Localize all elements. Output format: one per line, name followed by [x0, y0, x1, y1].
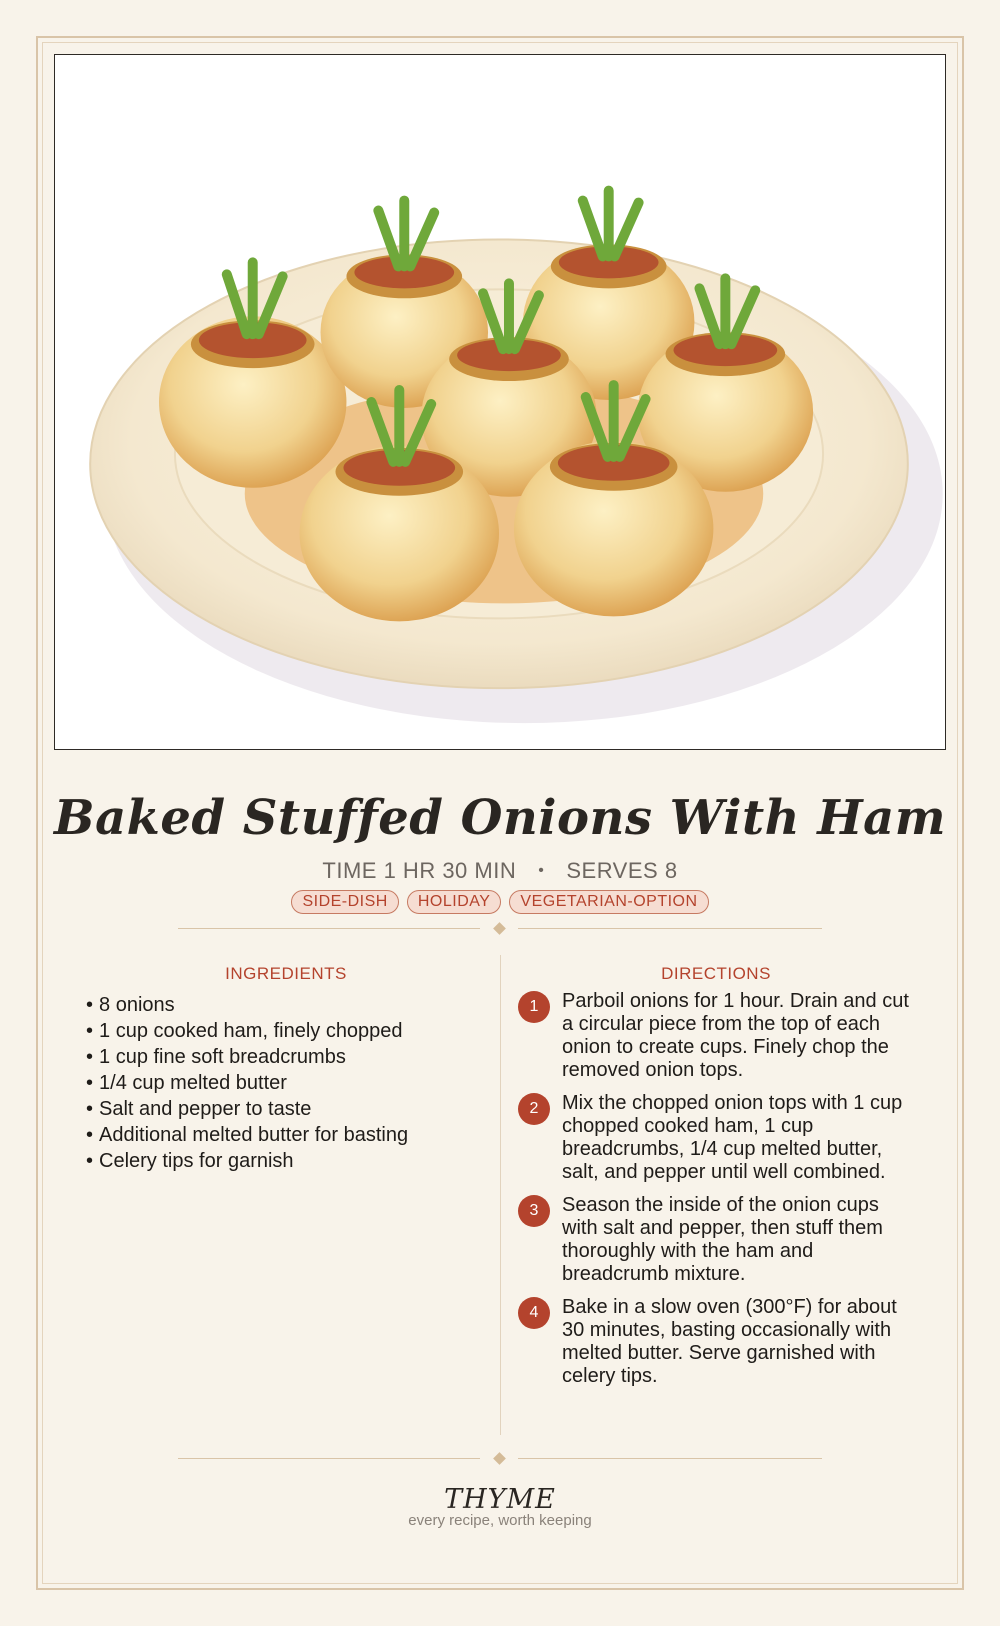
- tag-list: [0, 890, 1000, 914]
- column-divider: [500, 955, 501, 1435]
- step-number-badge: 2: [518, 1093, 550, 1125]
- direction-list: [518, 990, 918, 1398]
- step-number-badge: 3: [518, 1195, 550, 1227]
- ingredient-item: • Celery tips for garnish: [86, 1148, 486, 1174]
- ingredients-heading: INGREDIENTS: [225, 964, 347, 983]
- direction-step: [518, 1296, 918, 1388]
- brand-name: THYME: [444, 1484, 556, 1515]
- directions-heading: DIRECTIONS: [661, 964, 771, 983]
- direction-step: [518, 990, 918, 1082]
- recipe-title: Baked Stuffed Onions With Ham: [54, 790, 946, 846]
- ingredient-list: [86, 992, 486, 1174]
- direction-step: [518, 1194, 918, 1286]
- recipe-meta: [0, 858, 1000, 884]
- divider-top-right: [518, 928, 822, 929]
- divider-bottom-left: [178, 1458, 480, 1459]
- divider-top-left: [178, 928, 480, 929]
- ingredient-item: • Additional melted butter for basting: [86, 1122, 486, 1148]
- servings: SERVES 8: [566, 858, 678, 883]
- ingredient-item: • 8 onions: [86, 992, 486, 1018]
- step-text: Season the inside of the onion cups with salt and pepper, then stuff them thoroughly with the ham and breadcrumb mixture.: [562, 1194, 883, 1285]
- recipe-photo: [54, 54, 946, 750]
- step-text: Bake in a slow oven (300°F) for about 30 minutes, basting occasionally with melted butter. Serve garnished with celery tips.: [562, 1296, 897, 1387]
- ingredient-item: • Salt and pepper to taste: [86, 1096, 486, 1122]
- step-number-badge: 1: [518, 991, 550, 1023]
- ingredient-item: • 1/4 cup melted butter: [86, 1070, 486, 1096]
- step-text: Mix the chopped onion tops with 1 cup chopped cooked ham, 1 cup breadcrumbs, 1/4 cup melted butter, salt, and pepper until well combined.: [562, 1092, 903, 1183]
- tag-vegetarian-option[interactable]: VEGETARIAN-OPTION: [509, 890, 708, 914]
- step-number-badge: 4: [518, 1297, 550, 1329]
- divider-bottom-right: [518, 1458, 822, 1459]
- meta-separator: •: [538, 862, 545, 879]
- direction-step: [518, 1092, 918, 1184]
- ingredient-item: • 1 cup fine soft breadcrumbs: [86, 1044, 486, 1070]
- ingredient-item: • 1 cup cooked ham, finely chopped: [86, 1018, 486, 1044]
- tag-side-dish[interactable]: SIDE-DISH: [291, 890, 398, 914]
- cook-time: TIME 1 HR 30 MIN: [322, 858, 517, 883]
- step-text: Parboil onions for 1 hour. Drain and cut a circular piece from the top of each onion to create cups. Finely chop the removed onion tops.: [562, 990, 909, 1081]
- tag-holiday[interactable]: HOLIDAY: [407, 890, 502, 914]
- stuffed-onions-illustration: [55, 55, 945, 749]
- brand-tagline: every recipe, worth keeping: [408, 1512, 592, 1529]
